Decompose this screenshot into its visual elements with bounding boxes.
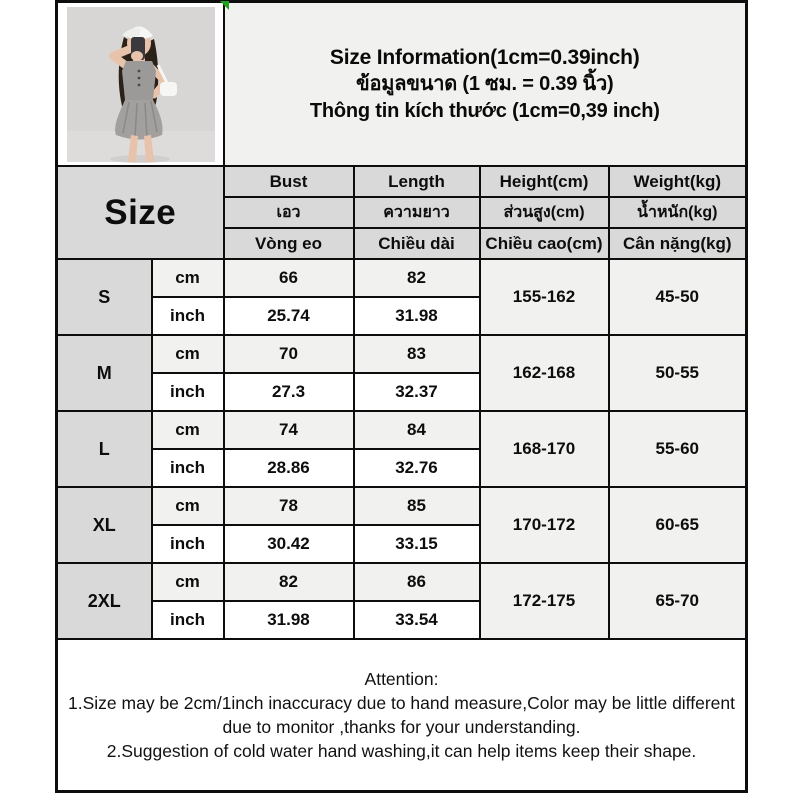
weight-range-cell: 65-70	[609, 563, 747, 639]
value-cell: 78	[224, 487, 354, 525]
table-row-s-cm	[57, 259, 747, 297]
value-cell: 66	[224, 259, 354, 297]
value-cell: 82	[354, 259, 480, 297]
unit-cell: cm	[152, 487, 224, 525]
table-row-2xl-cm	[57, 563, 747, 601]
value-cell: 74	[224, 411, 354, 449]
weight-range-cell: 45-50	[609, 259, 747, 335]
value-cell: 31.98	[354, 297, 480, 335]
header-height-en: Height(cm)	[480, 166, 609, 197]
header-weight-en: Weight(kg)	[609, 166, 747, 197]
weight-range-cell: 60-65	[609, 487, 747, 563]
title-line-english: Size Information(1cm=0.39inch)	[329, 45, 640, 69]
size-label-m: M	[57, 335, 152, 411]
attention-cell	[57, 639, 747, 792]
header-weight-th: น้ำหนัก(kg)	[609, 197, 747, 228]
unit-cell: inch	[152, 373, 224, 411]
value-cell: 84	[354, 411, 480, 449]
header-bust-vi: Vòng eo	[224, 228, 354, 259]
header-weight-vi: Cân nặng(kg)	[609, 228, 747, 259]
value-cell: 33.15	[354, 525, 480, 563]
unit-cell: inch	[152, 601, 224, 639]
size-table	[55, 0, 748, 793]
size-label-s: S	[57, 259, 152, 335]
header-height-vi: Chiều cao(cm)	[480, 228, 609, 259]
value-cell: 33.54	[354, 601, 480, 639]
header-length-vi: Chiều dài	[354, 228, 480, 259]
hand	[131, 51, 143, 61]
value-cell: 30.42	[224, 525, 354, 563]
value-cell: 32.76	[354, 449, 480, 487]
unit-cell: cm	[152, 411, 224, 449]
size-label-2xl: 2XL	[57, 563, 152, 639]
photo-cell	[57, 2, 224, 167]
header-length-en: Length	[354, 166, 480, 197]
value-cell: 25.74	[224, 297, 354, 335]
value-cell: 86	[354, 563, 480, 601]
attention-line: 2.Suggestion of cold water hand washing,it can help items keep their shape.	[106, 741, 697, 761]
header-length-th: ความยาว	[354, 197, 480, 228]
unit-cell: inch	[152, 297, 224, 335]
unit-cell: inch	[152, 525, 224, 563]
value-cell: 83	[354, 335, 480, 373]
weight-range-cell: 55-60	[609, 411, 747, 487]
height-range-cell: 172-175	[480, 563, 609, 639]
weight-range-cell: 50-55	[609, 335, 747, 411]
header-bust-th: เอว	[224, 197, 354, 228]
product-photo	[58, 3, 223, 165]
value-cell: 32.37	[354, 373, 480, 411]
height-range-cell: 168-170	[480, 411, 609, 487]
value-cell: 85	[354, 487, 480, 525]
title-line-vietnamese: Thông tin kích thước (1cm=0,39 inch)	[309, 99, 660, 122]
header-height-th: ส่วนสูง(cm)	[480, 197, 609, 228]
unit-cell: cm	[152, 335, 224, 373]
attention-row	[57, 639, 747, 792]
value-cell: 27.3	[224, 373, 354, 411]
attention-heading: Attention:	[364, 669, 439, 689]
size-label-l: L	[57, 411, 152, 487]
dress-bodice	[122, 61, 156, 100]
unit-cell: inch	[152, 449, 224, 487]
size-header-cell: Size	[57, 166, 224, 259]
height-range-cell: 170-172	[480, 487, 609, 563]
title-line-thai: ข้อมูลขนาด (1 ซม. = 0.39 นิ้ว)	[355, 72, 614, 95]
value-cell: 82	[224, 563, 354, 601]
table-row-xl-cm	[57, 487, 747, 525]
white-bag	[160, 82, 177, 96]
height-range-cell: 162-168	[480, 335, 609, 411]
table-row-l-cm	[57, 411, 747, 449]
value-cell: 31.98	[224, 601, 354, 639]
attention-line: due to monitor ,thanks for your understanding.	[222, 717, 581, 737]
table-row-m-cm	[57, 335, 747, 373]
height-range-cell: 155-162	[480, 259, 609, 335]
value-cell: 28.86	[224, 449, 354, 487]
attention-line: 1.Size may be 2cm/1inch inaccuracy due to hand measure,Color may be little different	[68, 693, 735, 713]
header-bust-en: Bust	[224, 166, 354, 197]
header-row-english	[57, 166, 747, 197]
unit-cell: cm	[152, 563, 224, 601]
photo-title-row	[57, 2, 747, 167]
title-cell	[224, 2, 747, 167]
unit-cell: cm	[152, 259, 224, 297]
size-label-xl: XL	[57, 487, 152, 563]
value-cell: 70	[224, 335, 354, 373]
